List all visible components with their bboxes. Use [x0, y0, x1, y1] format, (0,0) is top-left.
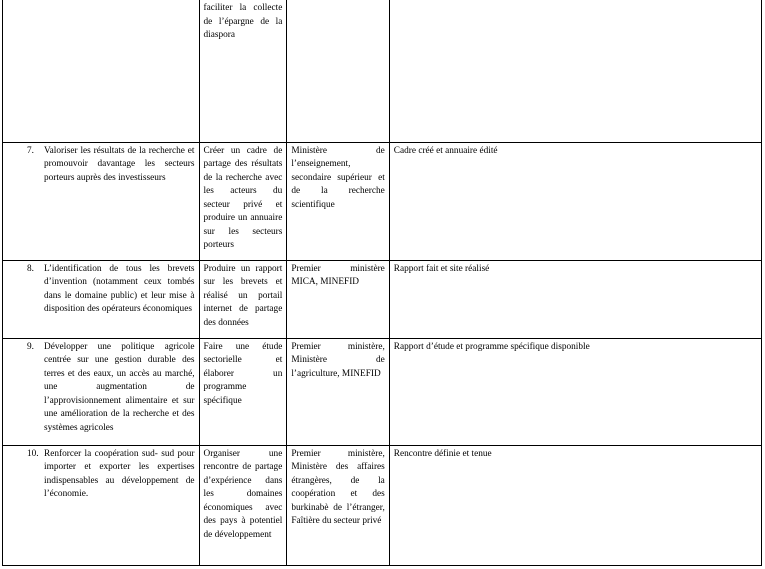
responsible-text: Premier ministère, Ministère de l’agriculture, MINEFID [291, 341, 385, 379]
objective-text: L’identification de tous les brevets d’invention (notamment ceux tombés dans le domaine public) et leur mise à disposition des opérateurs économiques [44, 263, 195, 314]
indicator-cell [389, 142, 761, 260]
action-cell [199, 0, 287, 142]
table-row [3, 260, 762, 338]
objective-text: Valoriser les résultats de la recherche et promouvoir davantage les secteurs porteurs auprès des investisseurs [44, 145, 195, 183]
action-text: Organiser une rencontre de partage d’expérience dans les domaines économiques avec des pays à potentiel de développement [203, 448, 283, 540]
responsible-cell [287, 338, 389, 445]
action-text: faciliter la collecte de l’épargne de la diaspora [203, 3, 283, 40]
indicator-cell [389, 445, 761, 565]
indicator-text: Rapport fait et site réalisé [393, 263, 490, 274]
responsible-cell [287, 0, 389, 142]
objective-text: Développer une politique agricole centrée sur une gestion durable des terres et des eaux, un accès au marché, une augmentation de l’approvisionnement alimentaire et sur une amélioration de la recherche et des systèmes agricoles [44, 341, 195, 433]
action-cell [199, 260, 287, 338]
table-row [3, 142, 762, 260]
row-number: 10. [27, 448, 39, 459]
action-cell [199, 445, 287, 565]
responsible-text: Premier ministère MICA, MINEFID [291, 263, 385, 287]
action-text: Créer un cadre de partage des résultats de la recherche avec les acteurs du secteur privé et produire un annuaire sur les secteurs porteurs [203, 145, 283, 250]
action-cell [199, 338, 287, 445]
responsible-cell [287, 445, 389, 565]
objective-cell [3, 338, 200, 445]
responsible-cell [287, 142, 389, 260]
indicator-cell [389, 338, 761, 445]
indicator-text: Rencontre définie et tenue [393, 448, 492, 459]
table-row [3, 0, 762, 142]
responsible-text: Ministère de l’enseignement, secondaire supérieur et de la recherche scientifique [291, 145, 385, 210]
indicator-cell [389, 260, 761, 338]
action-cell [199, 142, 287, 260]
responsible-text: Premier ministère, Ministère des affaires étrangères, de la coopération et des burkinabè de l’étranger, Faîtière du secteur privé [291, 448, 385, 526]
objective-cell [3, 0, 200, 142]
indicator-text: Cadre créé et annuaire édité [393, 145, 498, 156]
indicator-cell [389, 0, 761, 142]
row-number: 8. [27, 263, 34, 274]
indicator-text: Rapport d’étude et programme spécifique disponible [393, 341, 590, 352]
action-text: Produire un rapport sur les brevets et réalisé un portail internet de partage des données [203, 263, 283, 328]
responsible-cell [287, 260, 389, 338]
objective-cell [3, 445, 200, 565]
table-row [3, 445, 762, 565]
objective-text: Renforcer la coopération sud- sud pour importer et exporter les expertises indispensables au développement de l’économie. [44, 448, 195, 499]
action-text: Faire une étude sectorielle et élaborer un programme spécifique [203, 341, 283, 406]
objective-cell [3, 260, 200, 338]
row-number: 7. [27, 145, 34, 156]
row-number: 9. [27, 341, 34, 352]
table-row [3, 338, 762, 445]
action-plan-table [2, 0, 762, 566]
objective-cell [3, 142, 200, 260]
